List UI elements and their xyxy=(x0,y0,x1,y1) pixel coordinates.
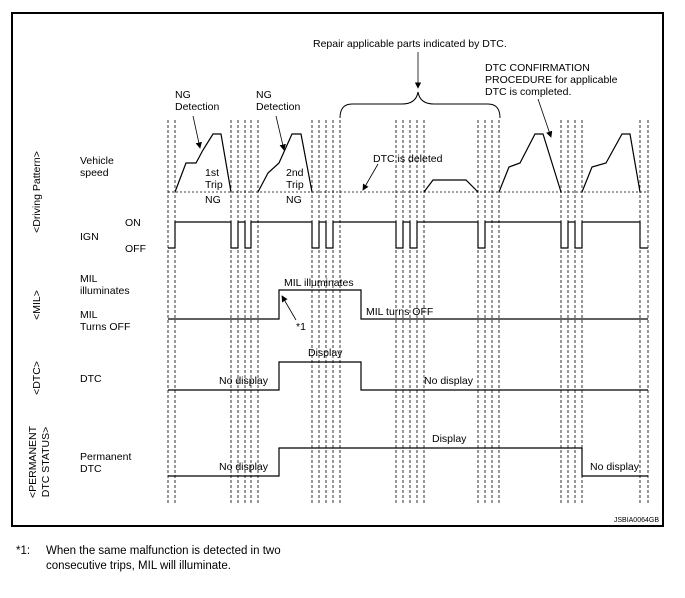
figure-id: JSBIA0064GB xyxy=(613,517,659,524)
annotation-ng1-1: NG xyxy=(175,89,191,101)
ign-waveform xyxy=(168,222,648,248)
ng-detection-arrow-2 xyxy=(276,116,284,150)
footnote-mark: *1: xyxy=(16,545,31,557)
row-label-off: OFF xyxy=(125,243,146,255)
group-label-mil: <MIL> xyxy=(31,290,43,320)
annotation-trip1-2: Trip xyxy=(205,179,223,191)
ng-detection-arrow-1 xyxy=(193,116,200,148)
annotation-trip1-1: 1st xyxy=(205,167,220,179)
annotation-dtc-no-display-1: No display xyxy=(219,375,269,387)
annotation-confirmation-1: DTC CONFIRMATION xyxy=(485,62,590,74)
annotation-confirmation-2: PROCEDURE for applicable xyxy=(485,74,618,86)
group-label-permanent-2: DTC STATUS> xyxy=(40,426,52,498)
group-label-permanent-1: <PERMANENT xyxy=(27,425,39,499)
annotation-confirmation-3: DTC is completed. xyxy=(485,86,572,98)
annotation-star1: *1 xyxy=(296,321,306,333)
mil-star-leader xyxy=(282,296,296,320)
annotation-dtc-no-display-2: No display xyxy=(424,375,474,387)
annotation-ng1-2: Detection xyxy=(175,101,220,113)
repair-bracket xyxy=(340,92,500,118)
row-label-perm-1: Permanent xyxy=(80,451,132,463)
row-label-mil-illum-1: MIL xyxy=(80,273,98,285)
footnote-text: When the same malfunction is detected in two consecutive trips, MIL will illuminate. xyxy=(46,545,281,572)
annotation-ng2-1: NG xyxy=(256,89,272,101)
row-label-speed: speed xyxy=(80,167,109,179)
annotation-dtc-display: Display xyxy=(308,347,343,359)
row-label-dtc: DTC xyxy=(80,373,102,385)
annotation-trip2-1: 2nd xyxy=(286,167,304,179)
annotation-trip1-3: NG xyxy=(205,194,221,206)
row-label-mil-off-1: MIL xyxy=(80,309,98,321)
row-label-perm-2: DTC xyxy=(80,463,102,475)
confirmation-arrow xyxy=(538,99,551,137)
group-label-driving: <Driving Pattern> xyxy=(31,151,43,233)
annotation-repair: Repair applicable parts indicated by DTC. xyxy=(313,38,507,50)
annotation-mil-illuminates: MIL illuminates xyxy=(284,277,354,289)
row-label-mil-illum-2: illuminates xyxy=(80,285,130,297)
row-label-vehicle: Vehicle xyxy=(80,155,114,167)
annotation-dtc-deleted: DTC is deleted xyxy=(373,153,443,165)
annotation-perm-no-display-2: No display xyxy=(590,461,640,473)
annotation-trip2-3: NG xyxy=(286,194,302,206)
annotation-trip2-2: Trip xyxy=(286,179,304,191)
annotation-perm-display: Display xyxy=(432,433,467,445)
annotation-ng2-2: Detection xyxy=(256,101,301,113)
dtc-deleted-arrow xyxy=(363,164,378,190)
row-label-on: ON xyxy=(125,217,141,229)
group-label-dtc: <DTC> xyxy=(31,361,43,395)
row-label-ign: IGN xyxy=(80,231,99,243)
row-label-mil-off-2: Turns OFF xyxy=(80,321,131,333)
annotation-mil-turns-off: MIL turns OFF xyxy=(366,306,434,318)
annotation-perm-no-display-1: No display xyxy=(219,461,269,473)
